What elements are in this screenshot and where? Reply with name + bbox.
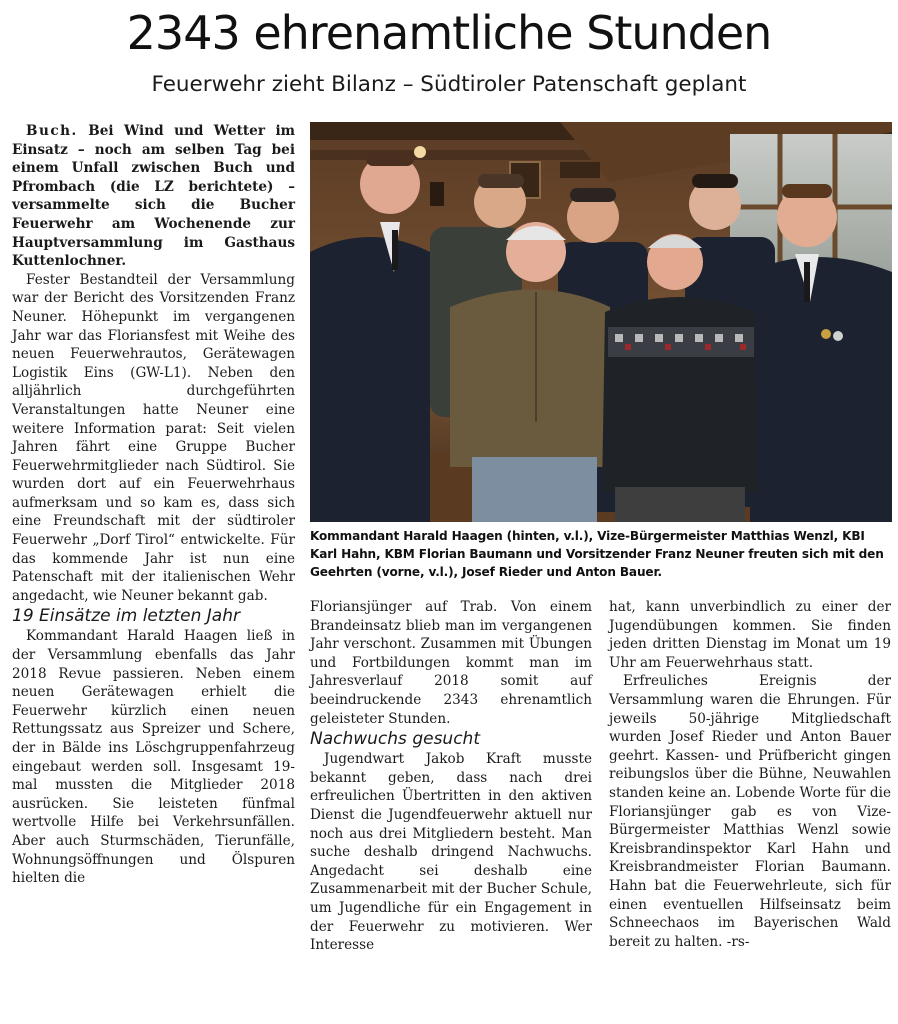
- column-3: [609, 598, 891, 951]
- body-paragraph-5: hat, kann unverbindlich zu einer der Jugendübungen kommen. Sie finden jeden dritten Dienstag im Monat um 19 Uhr am Feuerwehrhaus statt.: [609, 599, 891, 671]
- lead-paragraph: [12, 122, 295, 271]
- body-paragraph-1: Fester Bestandteil der Versammlung war der Bericht des Vorsitzenden Franz Neuner. Höhepunkt im vergangenen Jahr war das Floriansfest mit Weihe des neuen Feuerwehrautos, Gerätewagen Logistik Eins (GW-L1). Neben den alljährlich durchgeführten Veranstaltungen hatte Neuner eine weitere Information parat: Seit vielen Jahren fährt eine Gruppe Bucher Feuerwehrmitglieder nach Südtirol. Sie wurden dort auf ein Feuerwehrhaus aufmerksam und so kam es, dass sich eine Freundschaft mit der südtiroler Feuerwehr „Dorf Tirol“ entwickelte. Für das kommende Jahr ist nun eine Patenschaft mit der italienischen Wehr angedacht, wie Neuner bekannt gab.: [12, 271, 295, 604]
- lead-text: Bei Wind und Wetter im Einsatz – noch am selben Tag bei einem Unfall zwischen Buch und Pfrombach (die LZ berichtete) – versammelte sich die Bucher Feuerwehr am Wochenende zur Hauptversammlung im Gasthaus Kuttenlochner.: [12, 123, 295, 270]
- headline: 2343 ehrenamtliche Stunden: [126, 6, 772, 60]
- group-photo-illustration: [310, 122, 892, 522]
- photo-caption: Kommandant Harald Haagen (hinten, v.l.), Vize-Bürgermeister Matthias Wenzl, KBI Karl Hahn, KBM Florian Baumann und Vorsitzender Franz Neuner freuten sich mit den Geehrten (vorne, v.l.), Josef Rieder und Anton Bauer.: [310, 529, 884, 579]
- section-heading-1: 19 Einsätze im letzten Jahr: [12, 606, 240, 627]
- column-2: [310, 598, 592, 955]
- body-paragraph-3: Floriansjünger auf Trab. Von einem Brandeinsatz blieb man im vergangenen Jahr verschont. Zusammen mit Übungen und Fortbildungen kommt man im Jahresverlauf 2018 somit auf beeindruckende 2343 ehrenamtlich geleisteter Stunden.: [310, 599, 592, 727]
- dateline: Buch.: [26, 123, 78, 139]
- group-photo: [310, 122, 892, 522]
- section-heading-2: Nachwuchs gesucht: [310, 729, 480, 750]
- subheadline: Feuerwehr zieht Bilanz – Südtiroler Patenschaft geplant: [151, 72, 747, 97]
- body-paragraph-6: Erfreuliches Ereignis der Versammlung waren die Ehrungen. Für jeweils 50-jährige Mitgliedschaft wurden Josef Rieder und Anton Bauer geehrt. Kassen- und Prüfbericht gingen reibungslos über die Bühne, Neuwahlen standen keine an. Lobende Worte für die Floriansjünger gab es von Vize-Bürgermeister Matthias Wenzl sowie Kreisbrandinspektor Karl Hahn und Kreisbrandmeister Florian Baumann. Hahn bat die Feuerwehrleute, sich für einen eventuellen Hilfseinsatz beim Schneechaos im Bayerischen Wald bereit zu halten. -rs-: [609, 673, 891, 950]
- body-paragraph-2: Kommandant Harald Haagen ließ in der Versammlung ebenfalls das Jahr 2018 Revue passieren. Neben einem neuen Gerätewagen erhielt die Feuerwehr kürzlich einen neuen Rettungssatz aus Spreizer und Schere, der in Bälde ins Löschgruppenfahrzeug eingebaut werden soll. Insgesamt 19-mal mussten die Mitglieder 2018 ausrücken. Sie leisteten fünfmal wertvolle Hilfe bei Verkehrsunfällen. Aber auch Sturmschäden, Tierunfälle, Wohnungsöffnungen und Ölspuren hielten die: [12, 628, 295, 887]
- body-paragraph-4: Jugendwart Jakob Kraft musste bekannt geben, dass nach drei erfreulichen Übertritten in den aktiven Dienst die Jugendfeuerwehr aktuell nur noch aus drei Mitgliedern besteht. Man suche deshalb dringend Nachwuchs. Angedacht sei deshalb eine Zusammenarbeit mit der Bucher Schule, um Jugendliche für ein Engagement in der Feuerwehr zu motivieren. Wer Interesse: [310, 751, 592, 954]
- column-1: [12, 122, 295, 888]
